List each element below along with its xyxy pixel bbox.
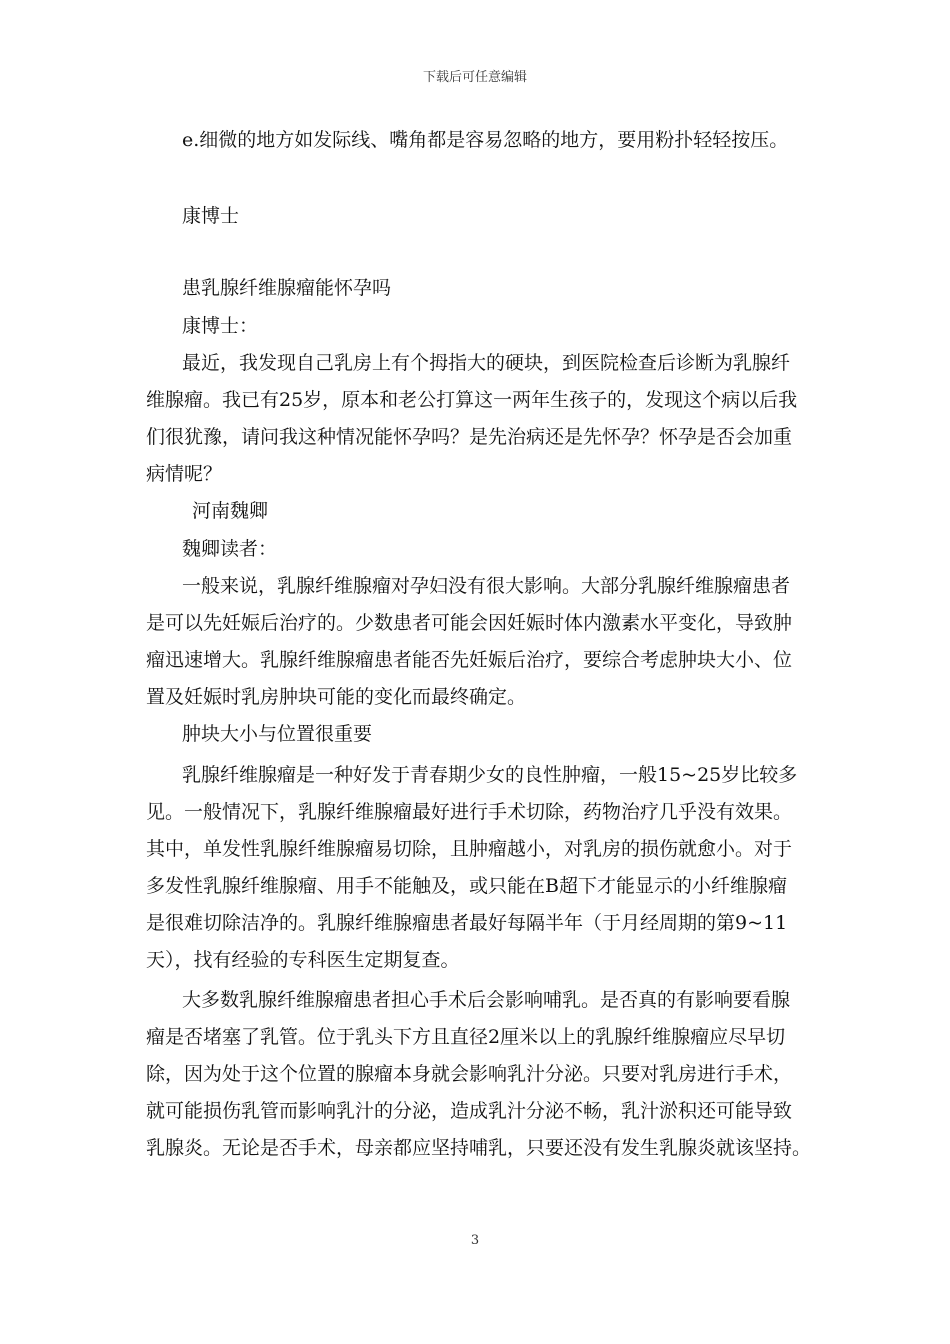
text-line: 康博士 — [182, 205, 240, 227]
text-line: 瘤迅速增大。乳腺纤维腺瘤患者能否先妊娠后治疗，要综合考虑肿块大小、位 — [146, 649, 793, 671]
text-line: 乳腺炎。无论是否手术，母亲都应坚持哺乳，只要还没有发生乳腺炎就该坚持。 — [146, 1137, 812, 1159]
text-line: 除，因为处于这个位置的腺瘤本身就会影响乳汁分泌。只要对乳房进行手术， — [146, 1063, 793, 1085]
text-line: 置及妊娠时乳房肿块可能的变化而最终确定。 — [146, 686, 527, 708]
text-line: 是很难切除洁净的。乳腺纤维腺瘤患者最好每隔半年（于月经周期的第9~11 — [146, 912, 788, 934]
text-line: 大多数乳腺纤维腺瘤患者担心手术后会影响哺乳。是否真的有影响要看腺 — [182, 989, 791, 1011]
text-line: 一般来说，乳腺纤维腺瘤对孕妇没有很大影响。大部分乳腺纤维腺瘤患者 — [182, 575, 791, 597]
text-line: 康博士： — [182, 315, 259, 337]
page-header: 下载后可任意编辑 — [422, 70, 527, 85]
text-line: e.细微的地方如发际线、嘴角都是容易忽略的地方，要用粉扑轻轻按压。 — [182, 129, 789, 151]
text-line: 魏卿读者： — [182, 538, 278, 560]
text-line: 多发性乳腺纤维腺瘤、用手不能触及，或只能在B超下才能显示的小纤维腺瘤 — [146, 875, 787, 897]
text-line: 是可以先妊娠后治疗的。少数患者可能会因妊娠时体内激素水平变化，导致肿 — [146, 612, 793, 634]
text-line: 瘤是否堵塞了乳管。位于乳头下方且直径2厘米以上的乳腺纤维腺瘤应尽早切 — [146, 1026, 786, 1048]
text-line: 见。一般情况下，乳腺纤维腺瘤最好进行手术切除，药物治疗几乎没有效果。 — [146, 801, 793, 823]
text-line: 河南魏卿 — [192, 500, 269, 522]
text-line: 肿块大小与位置很重要 — [182, 723, 373, 745]
text-line: 维腺瘤。我已有25岁，原本和老公打算这一两年生孩子的，发现这个病以后我 — [146, 389, 798, 411]
text-line: 病情呢？ — [146, 463, 223, 485]
text-line: 乳腺纤维腺瘤是一种好发于青春期少女的良性肿瘤，一般15~25岁比较多 — [182, 764, 798, 786]
text-line: 最近，我发现自己乳房上有个拇指大的硬块，到医院检查后诊断为乳腺纤 — [182, 352, 791, 374]
text-line: 其中，单发性乳腺纤维腺瘤易切除，且肿瘤越小，对乳房的损伤就愈小。对于 — [146, 838, 793, 860]
text-line: 就可能损伤乳管而影响乳汁的分泌，造成乳汁分泌不畅，乳汁淤积还可能导致 — [146, 1100, 793, 1122]
text-line: 天），找有经验的专科医生定期复查。 — [146, 949, 460, 971]
text-line: 患乳腺纤维腺瘤能怀孕吗 — [182, 277, 392, 299]
page-number: 3 — [470, 1233, 480, 1248]
text-line: 们很犹豫，请问我这种情况能怀孕吗？是先治病还是先怀孕？怀孕是否会加重 — [146, 426, 793, 448]
